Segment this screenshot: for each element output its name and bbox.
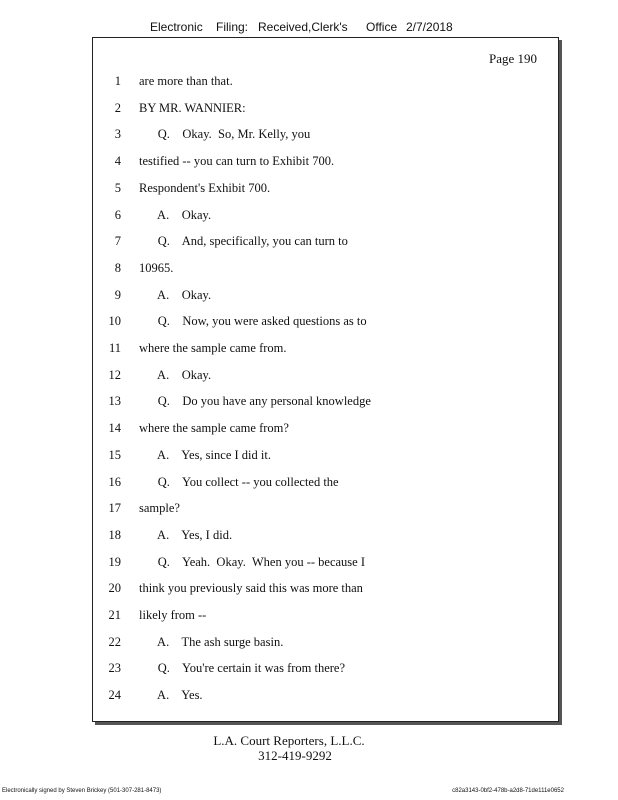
line-text: Q. Yeah. Okay. When you -- because I bbox=[139, 554, 365, 569]
transcript-line bbox=[93, 208, 558, 228]
line-number: 12 bbox=[108, 367, 121, 382]
line-text: likely from -- bbox=[139, 608, 207, 622]
line-number: 6 bbox=[114, 207, 121, 222]
line-number: 11 bbox=[108, 341, 121, 355]
line-number: 1 bbox=[114, 74, 121, 88]
line-text: sample? bbox=[139, 501, 180, 516]
line-text: A. The ash surge basin. bbox=[139, 634, 284, 649]
line-number: 17 bbox=[108, 501, 121, 516]
transcript-line bbox=[93, 528, 558, 548]
transcript-line bbox=[93, 581, 558, 601]
line-text: A. Yes, since I did it. bbox=[139, 447, 271, 462]
line-text: A. Yes. bbox=[139, 688, 203, 703]
transcript-line bbox=[93, 234, 558, 254]
line-number: 18 bbox=[108, 527, 121, 542]
page-number: Page 190 bbox=[488, 51, 537, 66]
transcript-page bbox=[92, 37, 559, 722]
transcript-line bbox=[93, 101, 558, 121]
line-number: 24 bbox=[108, 688, 121, 703]
transcript-line bbox=[93, 688, 558, 708]
transcript-line bbox=[93, 368, 558, 388]
header-filing: Filing: bbox=[216, 20, 249, 34]
line-number: 15 bbox=[108, 447, 121, 462]
header-electronic: Electronic bbox=[150, 20, 203, 34]
header-date: 2/7/2018 bbox=[406, 20, 453, 34]
transcript-line bbox=[93, 475, 558, 495]
line-text: A. Okay. bbox=[139, 367, 212, 382]
signature-right: c82a3143-0bf2-478b-a2d8-71de111e0652 bbox=[452, 788, 564, 794]
transcript-line bbox=[93, 127, 558, 147]
line-text: A. Okay. bbox=[139, 287, 212, 302]
line-text: Q. And, specifically, you can turn to bbox=[139, 234, 348, 249]
line-number: 13 bbox=[108, 394, 121, 409]
line-text: Q. Do you have any personal knowledge bbox=[139, 394, 371, 409]
line-text: where the sample came from. bbox=[139, 341, 287, 355]
transcript-line bbox=[93, 608, 558, 628]
line-text: Q. Now, you were asked questions as to bbox=[139, 314, 367, 329]
signature-left: Electronically signed by Steven Brickey (501-307-281-8473) bbox=[2, 788, 162, 794]
line-text: Q. Okay. So, Mr. Kelly, you bbox=[139, 127, 311, 142]
line-number: 16 bbox=[108, 474, 121, 489]
line-number: 21 bbox=[108, 608, 121, 622]
line-text: Respondent's Exhibit 700. bbox=[139, 180, 271, 195]
filing-header bbox=[0, 20, 618, 38]
line-text: 10965. bbox=[139, 260, 174, 275]
transcript-line bbox=[93, 288, 558, 308]
line-number: 9 bbox=[114, 287, 121, 302]
line-number: 7 bbox=[114, 234, 121, 249]
transcript-line bbox=[93, 154, 558, 174]
line-number: 2 bbox=[114, 100, 121, 115]
line-text: think you previously said this was more than bbox=[139, 581, 363, 596]
transcript-line bbox=[93, 181, 558, 201]
reporter-company: L.A. Court Reporters, L.L.C. bbox=[213, 733, 365, 748]
reporter-footer bbox=[0, 733, 618, 763]
line-text: testified -- you can turn to Exhibit 700. bbox=[139, 154, 335, 169]
transcript-line bbox=[93, 421, 558, 441]
transcript-line bbox=[93, 555, 558, 575]
transcript-line bbox=[93, 314, 558, 334]
line-number: 23 bbox=[108, 661, 121, 676]
transcript-line bbox=[93, 661, 558, 681]
transcript-line bbox=[93, 341, 558, 361]
line-text: A. Okay. bbox=[139, 207, 212, 222]
line-text: are more than that. bbox=[139, 74, 233, 88]
line-text: where the sample came from? bbox=[139, 421, 289, 436]
reporter-phone: 312-419-9292 bbox=[258, 748, 332, 763]
transcript-line bbox=[93, 501, 558, 521]
header-office: Office bbox=[366, 20, 398, 34]
line-number: 5 bbox=[114, 180, 121, 195]
line-number: 22 bbox=[108, 634, 121, 649]
line-text: BY MR. WANNIER: bbox=[139, 100, 246, 115]
line-number: 8 bbox=[114, 260, 121, 275]
transcript-line bbox=[93, 74, 558, 94]
transcript-line bbox=[93, 635, 558, 655]
line-number: 19 bbox=[108, 554, 121, 569]
line-number: 10 bbox=[108, 314, 121, 329]
line-number: 3 bbox=[114, 127, 121, 142]
transcript-line bbox=[93, 261, 558, 281]
line-text: Q. You're certain it was from there? bbox=[139, 661, 346, 676]
header-received-clerks: Received,Clerk's bbox=[258, 20, 348, 34]
line-text: A. Yes, I did. bbox=[139, 527, 233, 542]
transcript-line bbox=[93, 394, 558, 414]
line-number: 20 bbox=[108, 581, 121, 596]
line-number: 4 bbox=[114, 154, 121, 169]
line-text: Q. You collect -- you collected the bbox=[139, 474, 339, 489]
line-number: 14 bbox=[108, 421, 121, 436]
transcript-line bbox=[93, 448, 558, 468]
